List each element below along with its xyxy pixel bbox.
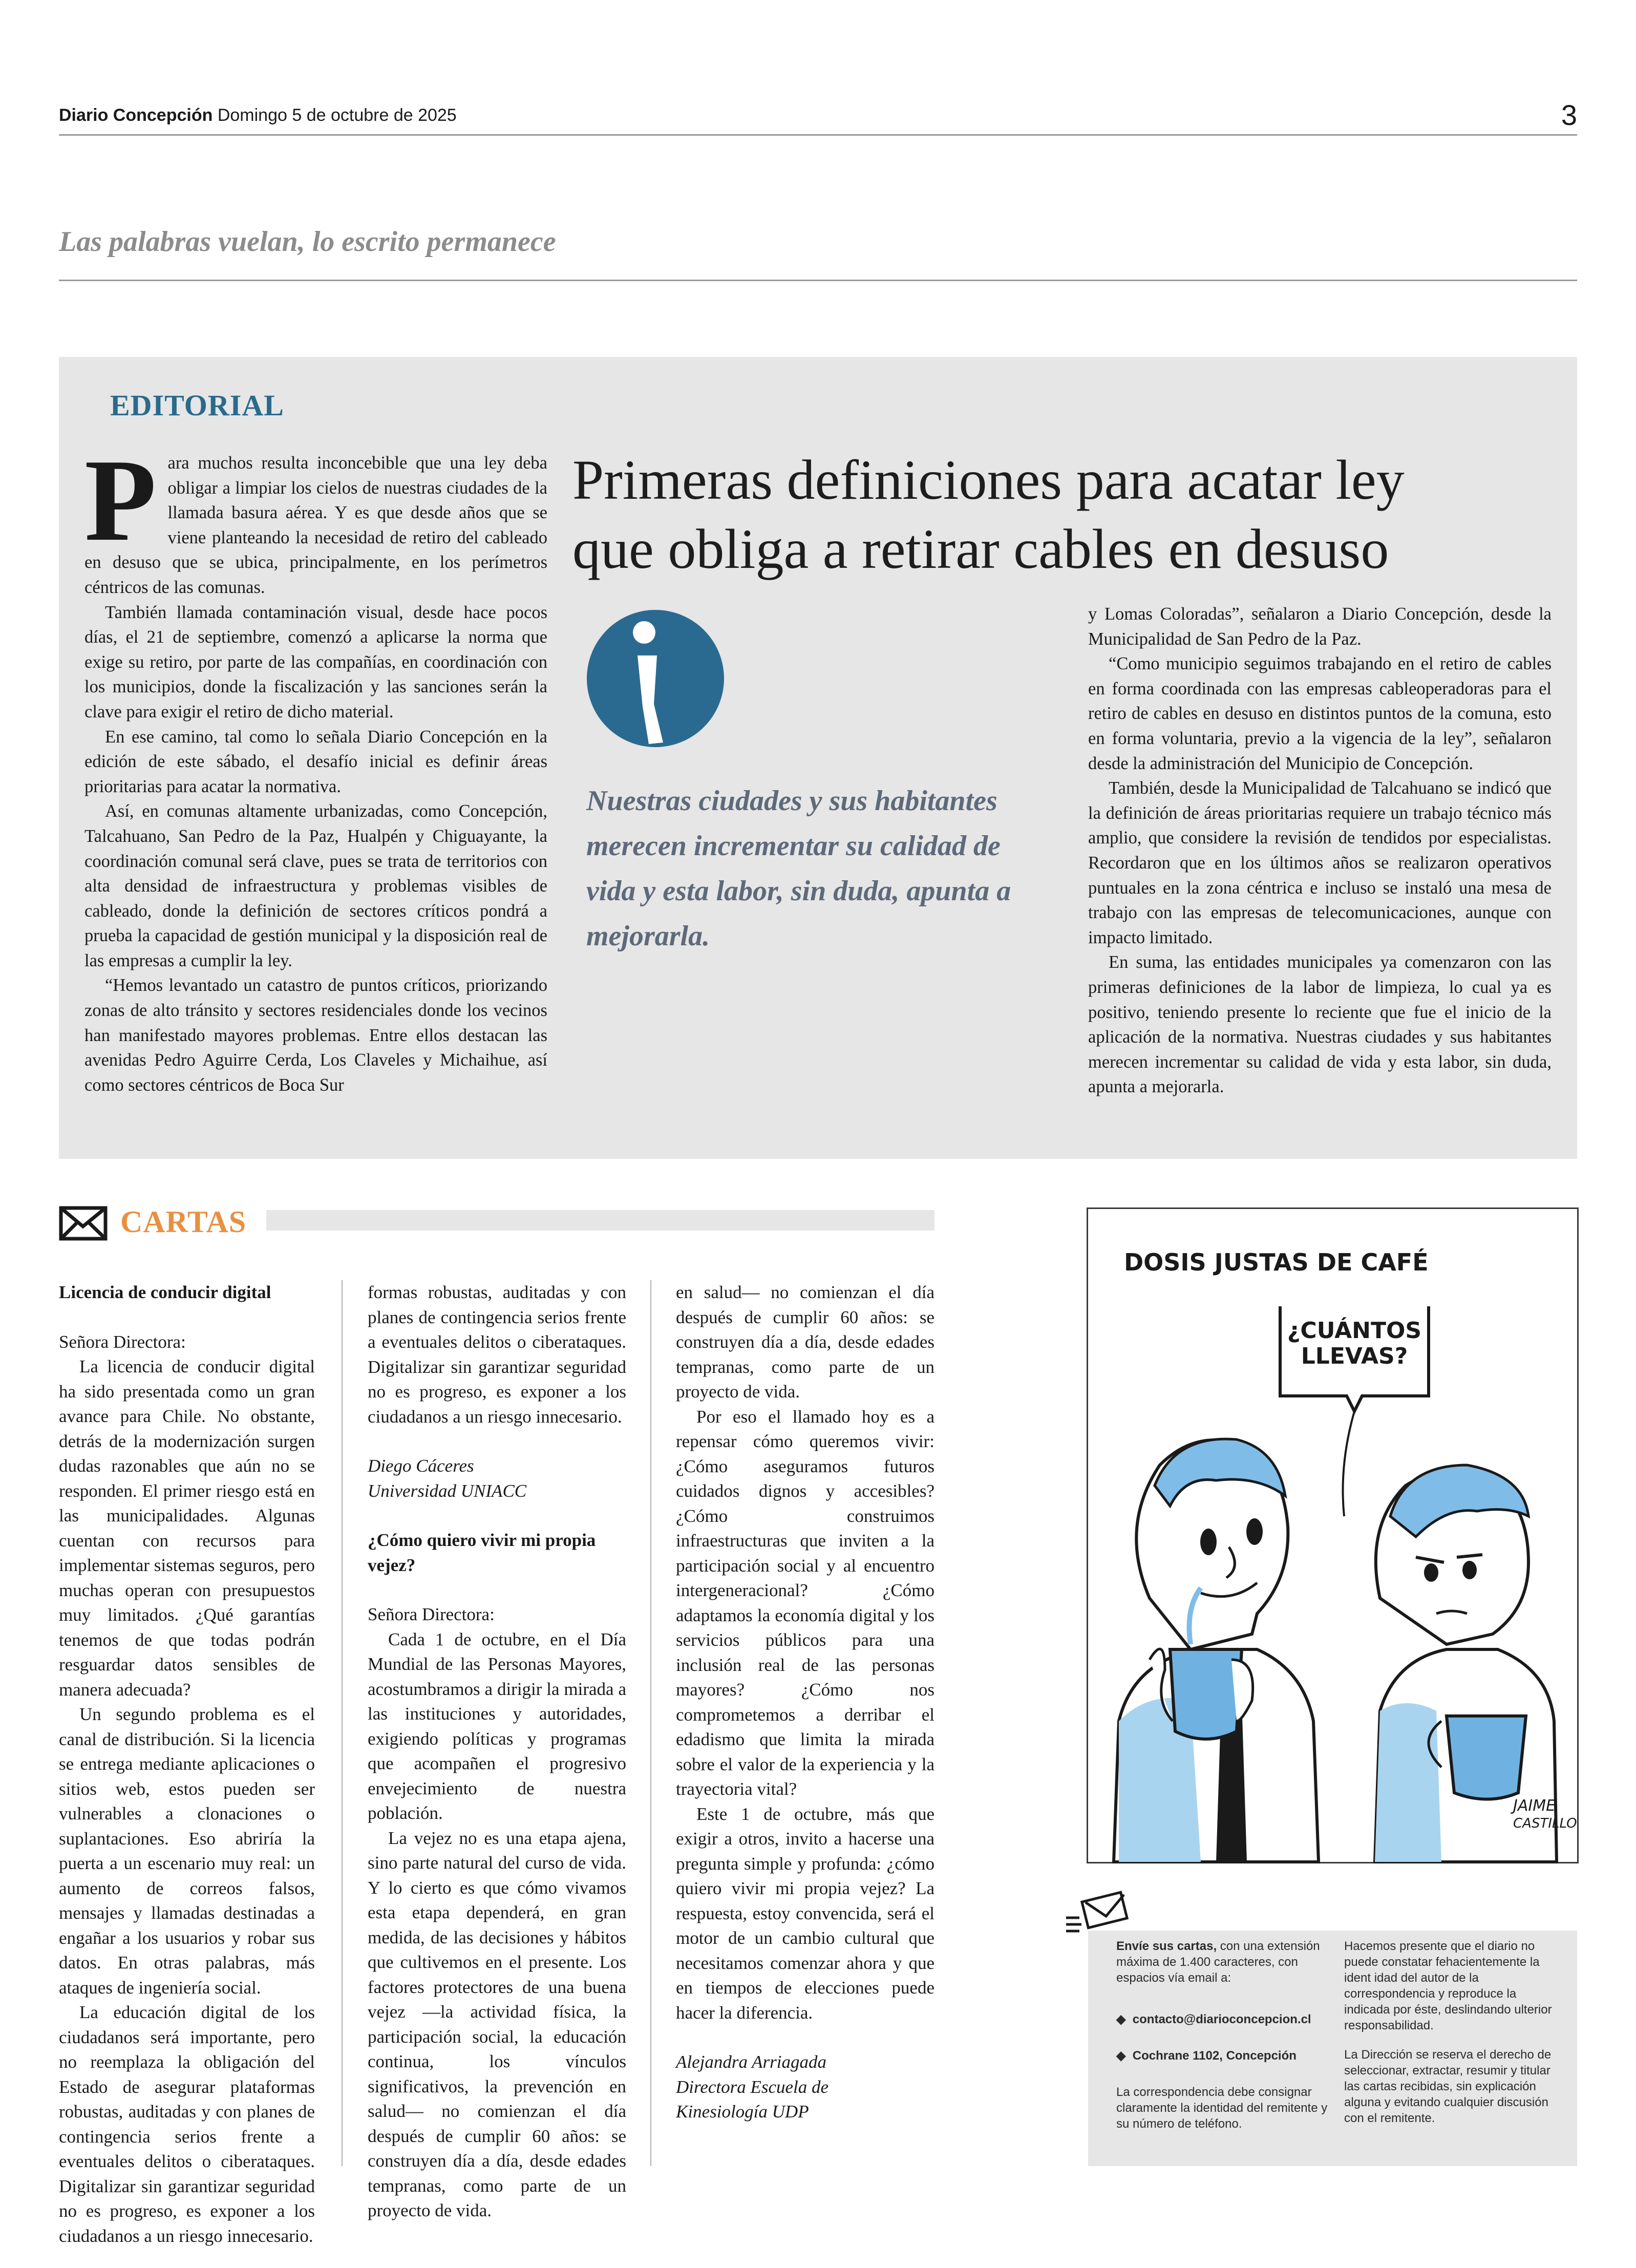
letter-paragraph: La licencia de conducir digital ha sido presentada como un gran avance para Chile. No obstante, detrás de la modernización surgen dudas razonables que aún no se responden. El primer riesgo está en las municipalidades. Algunas cuentan con recursos para implementar sistemas seguros, pero muchas operan con presupuestos muy limitados. ¿Qué garantías tenemos de que todas podrán resguardar datos sensibles de manera adecuada? (59, 1356, 315, 1700)
editorial-paragraph: Así, en comunas altamente urbanizadas, como Concepción, Talcahuano, San Pedro de la Paz, Hualpén y Chiguayante, la coordinación comunal será clave, pues se trata de territorios con alta densidad de infraestructura y problemas visibles de cableado, donde la definición de sectores críticos pondrá a prueba la capacidad de gestión municipal y la disposición real de las empresas a cumplir la ley. (84, 801, 547, 970)
letter-title: ¿Cómo quiero vivir mi propia vejez? (368, 1530, 596, 1575)
send-letter-icon (1065, 1890, 1132, 1936)
letter-signature-org: Universidad UNIACC (368, 1480, 527, 1501)
column-divider (650, 1280, 651, 2166)
letter-paragraph: Por eso el llamado hoy es a repensar cómo queremos vivir: ¿Cómo aseguramos futuros cuidados dignos y accesibles? ¿Cómo construimos infraestructuras que inviten a la participación social y al encuentro intergeneracional? ¿Cómo adaptamos la economía digital y los servicios públicos para una inclusión real de las personas mayores? ¿Cómo nos comprometemos a derribar el edadismo que limita la mirada sobre el valor de la experiencia y la trayectoria vital? (676, 1406, 934, 1799)
letter-salutation: Señora Directora: (59, 1331, 186, 1352)
paper-name: Diario Concepción (59, 105, 213, 125)
section-tagline: Las palabras vuelan, lo escrito permanece (59, 226, 556, 258)
letter-signature-org: Kinesiología UDP (676, 2102, 809, 2122)
letter-signature-org: Directora Escuela de (676, 2076, 829, 2097)
letter-paragraph: La educación digital de los ciudadanos será importante, pero no reemplaza la obligación del Estado de asegurar plataformas robustas, auditadas y con planes de contingencia serios frente a eventuales delitos o ciberataques. Digitalizar sin garantizar seguridad no es progreso, es exponer a los ciudadanos a un riesgo innecesario. (59, 2002, 315, 2246)
letter-paragraph: Cada 1 de octubre, en el Día Mundial de las Personas Mayores, acostumbramos a dirigir la mirada a las instituciones y autoridades, exigiendo políticas y programas que acompañen el progresivo envejecimiento de nuestra población. (368, 1629, 626, 1823)
cartoon-panel (1087, 1207, 1579, 1863)
issue-date: Domingo 5 de octubre de 2025 (217, 105, 457, 125)
editorial-paragraph: Para muchos resulta inconcebible que una ley deba obligar a limpiar los cielos de nuestras ciudades de la llamada basura aérea. Y es que desde años que se viene planteando la necesidad de retiro del cableado en desuso que se ubica, principalmente, en los perímetros céntricos de las comunas. (84, 435, 547, 597)
send-text: con una extensión máxima de 1.400 caracteres, con espacios vía email a: (1116, 1939, 1320, 1985)
letters-column-1 (59, 1280, 315, 2246)
letter-title: Licencia de conducir digital (59, 1282, 271, 1302)
svg-text:JAIME: JAIME (1513, 1797, 1556, 1815)
editorial-headline: Primeras definiciones para acatar ley que obliga a retirar cables en desuso (572, 449, 1405, 580)
editorial-column-1 (84, 435, 547, 1137)
pull-quote: Nuestras ciudades y sus habitantes merecen incrementar su calidad de vida y esta labor, sin duda, apunta a mejorarla. (586, 785, 1011, 952)
letter-paragraph: La vejez no es una etapa ajena, sino parte natural del curso de vida. Y lo cierto es que cómo vivamos esta etapa dependerá, en gran medida, de las decisiones y hábitos que cultivemos en el presente. Los factores protectores de una buena vejez —la actividad física, la participación social, la educación continua, los vínculos significativos, la prevención en salud— no comienzan el día después de cumplir 60 años: se construyen día a día, desde edades tempranas, como parte de un proyecto de vida. (368, 1828, 626, 2220)
tagline-rule (59, 280, 1577, 281)
svg-text:LLEVAS?: LLEVAS? (1301, 1343, 1408, 1369)
info-right-column (1344, 1938, 1559, 2139)
letter-continuation-text: en salud— no comienzan el día después de cumplir 60 años: se construyen día a día, desde edades tempranas, como parte de un proyecto de vida. (676, 1282, 934, 1402)
page-number: 3 (1561, 99, 1577, 131)
letter-continuation-text: formas robustas, auditadas y con planes de contingencia serios frente a eventuales delitos o ciberataques. Digitalizar sin garantizar seguridad no es progreso, es exponer a los ciudadanos a un riesgo innecesario. (368, 1282, 626, 1427)
letter-salutation: Señora Directora: (368, 1604, 495, 1624)
letter2-continuation (676, 1280, 934, 2125)
column-divider (342, 1280, 343, 2166)
info-left-column (1116, 1938, 1331, 2145)
editorial-paragraph: En suma, las entidades municipales ya comenzaron con las primeras definiciones de la labor de limpieza, lo cual ya es positivo, teniendo presente lo reciente que fue el inicio de la aplicación de la normativa. Nuestras ciudades y sus habitantes merecen incrementar su calidad de vida y esta labor, sin duda, apunta a mejorarla. (1088, 952, 1552, 1097)
info-icon (586, 607, 725, 748)
contact-address: Cochrane 1102, Concepción (1132, 2049, 1297, 2063)
svg-text:CASTILLO: CASTILLO (1513, 1816, 1577, 1831)
contact-email: contacto@diarioconcepcion.cl (1132, 2012, 1311, 2026)
letter-signature-name: Alejandra Arriagada (676, 2052, 826, 2072)
cartas-label: CARTAS (120, 1205, 247, 1239)
editorial-label: EDITORIAL (110, 389, 284, 422)
letter1-continuation (368, 1280, 626, 2220)
header-rule (59, 134, 1577, 136)
letter-paragraph: Este 1 de octubre, más que exigir a otros, invito a hacerse una pregunta simple y profunda: ¿cómo quiero vivir mi propia vejez? La respuesta, estoy convencida, será el motor de un cambio cultural que necesitamos comenzar ahora y que en tiempos de elecciones puede hacer la diferencia. (676, 1804, 934, 2023)
editorial-paragraph: En ese camino, tal como lo señala Diario Concepción en la edición de este sábado, el desafío inicial es definir áreas prioritarias para acatar la normativa. (84, 727, 547, 796)
drop-cap: P (84, 435, 157, 565)
editorial-paragraph: y Lomas Coloradas”, señalaron a Diario Concepción, desde la Municipalidad de San Pedro de la Paz. (1088, 604, 1552, 649)
editorial-paragraph: “Hemos levantado un catastro de puntos críticos, priorizando zonas de alto tránsito y sectores residenciales donde los vecinos han manifestado mayores problemas. Entre ellos destacan las avenidas Pedro Aguirre Cerda, Los Claveles y Michaihue, así como sectores céntricos de Boca Sur (84, 976, 547, 1095)
cartoon-title: DOSIS JUSTAS DE CAFÉ (1124, 1248, 1429, 1276)
send-title: Envíe sus cartas, (1116, 1939, 1217, 1953)
note-right-1: Hacemos presente que el diario no puede constatar fehacientemente la ident idad del autor de la correspondencia y reproduce la indicada por éste, deslindando ulterior responsabilidad. (1344, 1939, 1552, 2032)
address-line: ◆ Cochrane 1102, Concepción (1116, 2049, 1297, 2063)
note-left: La correspondencia debe consignar claramente la identidad del remitente y su número de teléfono. (1116, 2085, 1328, 2131)
page-header (59, 105, 457, 125)
note-right-2: La Dirección se reserva el derecho de seleccionar, extractar, resumir y titular las cartas recibidas, sin explicación alguna y evitando cualquier discusión con el remitente. (1344, 2048, 1552, 2125)
email-line: ◆ contacto@diarioconcepcion.cl (1116, 2012, 1311, 2026)
svg-text:¿CUÁNTOS: ¿CUÁNTOS (1287, 1318, 1422, 1344)
letter-signature-name: Diego Cáceres (368, 1456, 474, 1476)
editorial-paragraph: También llamada contaminación visual, desde hace pocos días, el 21 de septiembre, comenzó a aplicarse la norma que exige su retiro, por parte de las compañías, en coordinación con los municipios, donde la fiscalización y las sanciones serán la clave para exigir el retiro de dicho material. (84, 602, 547, 722)
letter-paragraph: Un segundo problema es el canal de distribución. Si la licencia se entrega mediante aplicaciones o sitios web, estos pueden ser vulnerables a clonaciones o suplantaciones. Eso abriría la puerta a un escenario muy real: un aumento de correos falsos, mensajes y llamadas destinadas a engañar a los usuarios y robar sus datos. En otras palabras, más ataques de ingeniería social. (59, 1704, 315, 1998)
cartas-bar (266, 1210, 934, 1231)
editorial-paragraph: “Como municipio seguimos trabajando en el retiro de cables en forma coordinada con las empresas cableoperadoras para el retiro de cables en desuso en distintos puntos de la comuna, esto en forma voluntaria, previo a la vigencia de la ley”, señalaron desde la administración del Municipio de Concepción. (1088, 654, 1552, 773)
editorial-paragraph: También, desde la Municipalidad de Talcahuano se indicó que la definición de áreas prioritarias requiere un trabajo técnico más amplio, que considere la revisión de tendidos por especialistas. Recordaron que en los últimos años se realizaron operativos puntuales en la zona céntrica e incluso se instaló una mesa de trabajo con las empresas de telecomunicaciones, aunque con impacto limitado. (1088, 778, 1552, 947)
editorial-column-3 (1088, 602, 1552, 1134)
envelope-icon (59, 1206, 108, 1241)
